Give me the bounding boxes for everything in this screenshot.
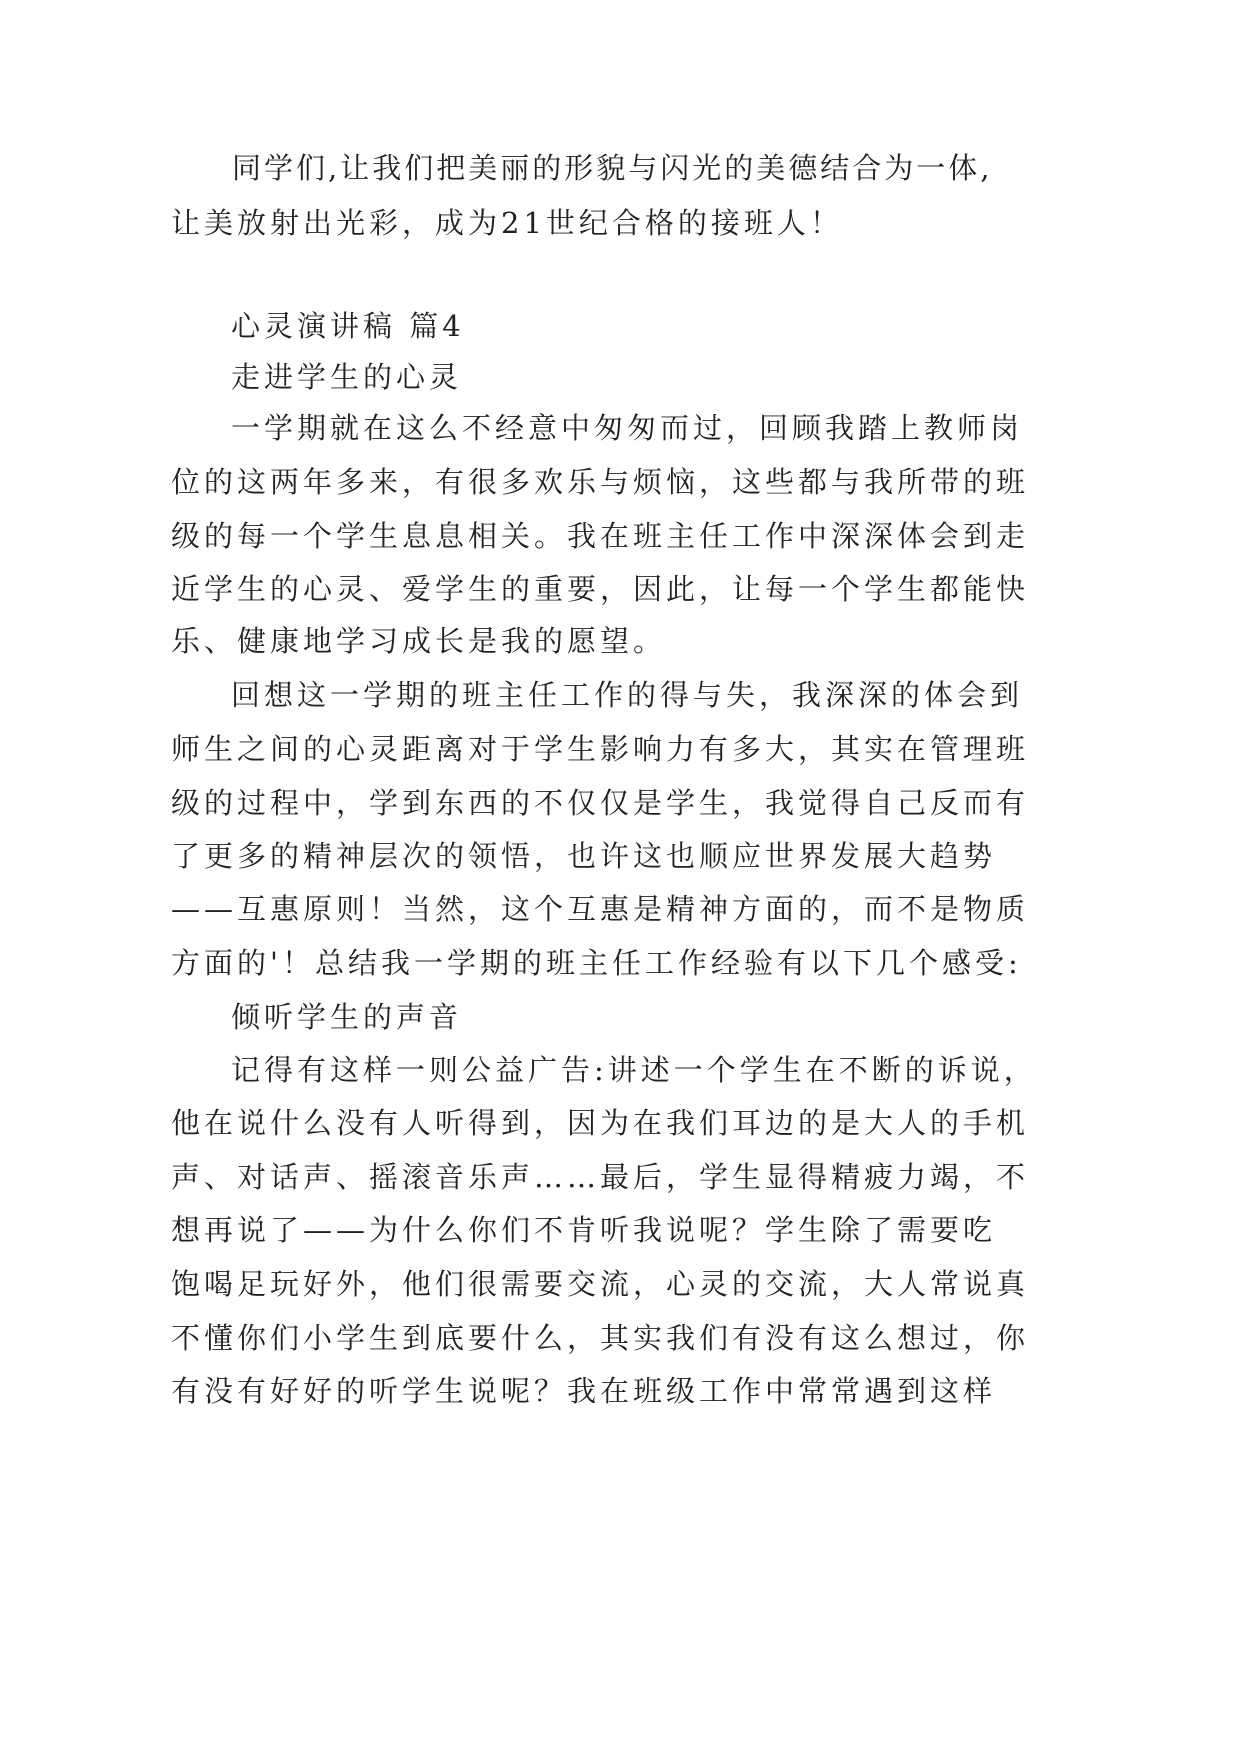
paragraph-1-line-4: 近学生的心灵、爱学生的重要，因此，让每一个学生都能快 [171, 572, 1030, 606]
paragraph-3-line-2: 他在说什么没有人听得到，因为在我们耳边的是大人的手机 [171, 1106, 1030, 1140]
paragraph-1-line-1: 一学期就在这么不经意中匆匆而过，回顾我踏上教师岗 [231, 411, 1024, 445]
paragraph-2-line-3: 级的过程中，学到东西的不仅仅是学生，我觉得自己反而有 [171, 786, 1030, 820]
section-heading: 心灵演讲稿 篇4 [231, 309, 465, 343]
closing-line-1: 同学们,让我们把美丽的形貌与闪光的美德结合为一体, [232, 151, 993, 185]
closing-line-2: 让美放射出光彩，成为21世纪合格的接班人！ [171, 206, 843, 240]
paragraph-3-line-7: 有没有好好的听学生说呢？我在班级工作中常常遇到这样 [171, 1374, 997, 1408]
paragraph-3-line-6: 不懂你们小学生到底要什么，其实我们有没有这么想过，你 [171, 1321, 1030, 1355]
paragraph-1-line-2: 位的这两年多来，有很多欢乐与烦恼，这些都与我所带的班 [171, 465, 1030, 499]
article-title: 走进学生的心灵 [231, 360, 463, 394]
paragraph-2-line-4: 了更多的精神层次的领悟，也许这也顺应世界发展大趋势 [171, 839, 997, 873]
paragraph-3-line-3: 声、对话声、摇滚音乐声……最后，学生显得精疲力竭，不 [171, 1160, 1030, 1194]
subheading: 倾听学生的声音 [231, 1000, 463, 1034]
paragraph-3-line-5: 饱喝足玩好外，他们很需要交流，心灵的交流，大人常说真 [171, 1267, 1030, 1301]
paragraph-2-line-1: 回想这一学期的班主任工作的得与失，我深深的体会到 [231, 678, 1024, 712]
paragraph-2-line-2: 师生之间的心灵距离对于学生影响力有多大，其实在管理班 [171, 732, 1030, 766]
paragraph-2-line-5: ——互惠原则！当然，这个互惠是精神方面的，而不是物质 [171, 892, 1030, 926]
paragraph-1-line-5: 乐、健康地学习成长是我的愿望。 [171, 624, 667, 658]
paragraph-2-line-6: 方面的'！总结我一学期的班主任工作经验有以下几个感受: [171, 946, 1022, 980]
paragraph-3-line-4: 想再说了——为什么你们不肯听我说呢？学生除了需要吃 [171, 1213, 997, 1247]
paragraph-3-line-1: 记得有这样一则公益广告:讲述一个学生在不断的诉说， [231, 1053, 1037, 1087]
paragraph-1-line-3: 级的每一个学生息息相关。我在班主任工作中深深体会到走 [171, 519, 1030, 553]
